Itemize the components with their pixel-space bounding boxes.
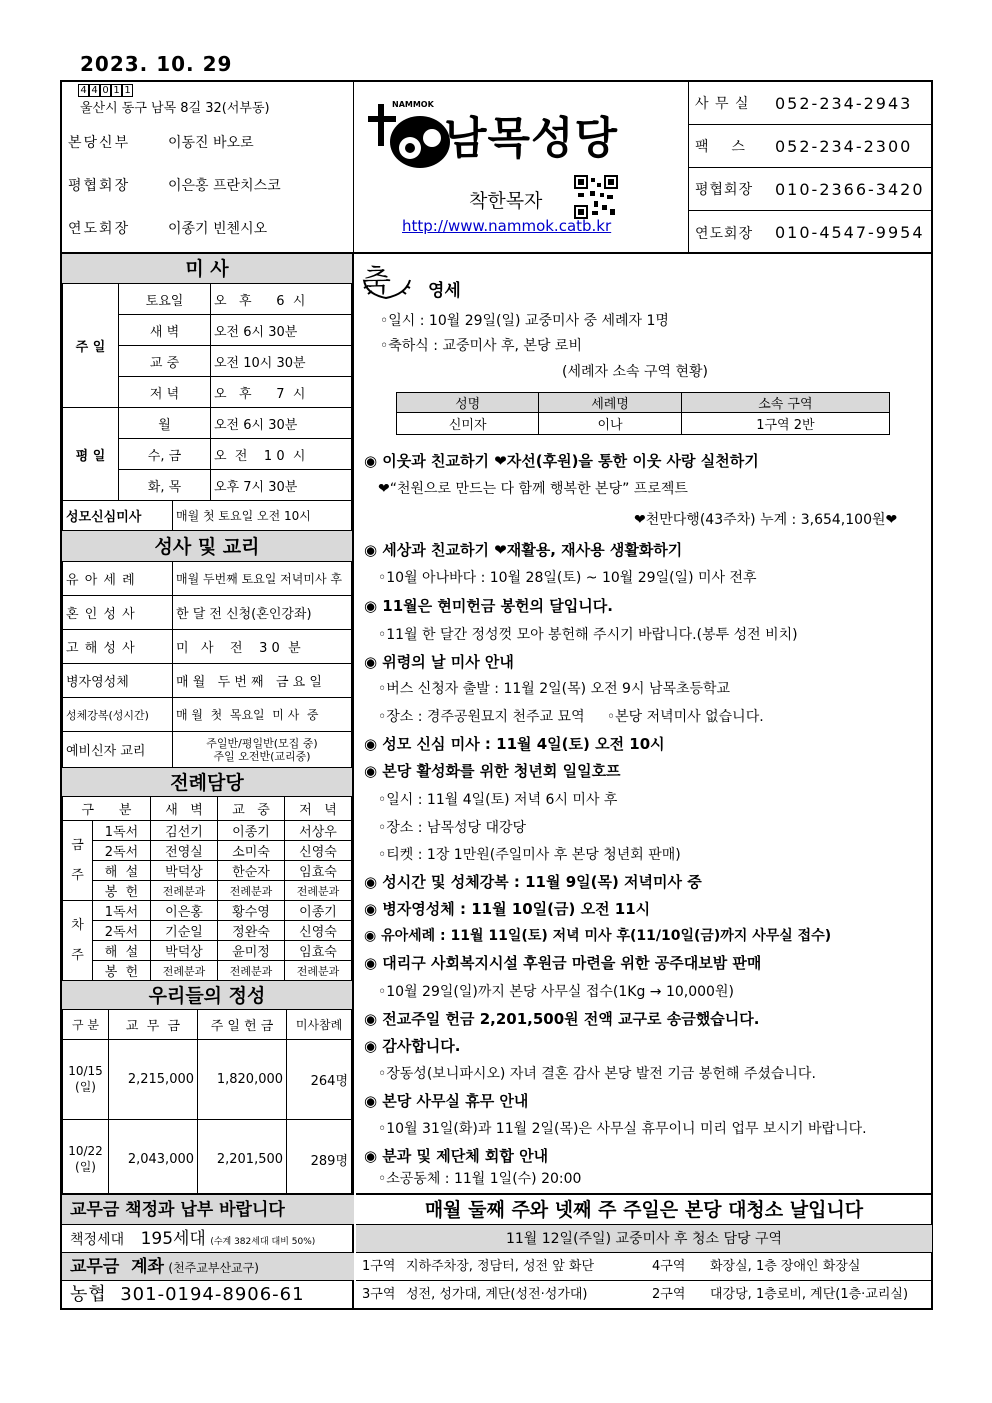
liturgy-person: 황수영 (218, 901, 285, 921)
news-item: ◉ 전교주일 헌금 2,201,500원 전액 교구로 송금했습니다. (364, 1010, 760, 1028)
liturgy-person: 정완숙 (218, 921, 285, 941)
liturgy-person: 전례분과 (151, 961, 218, 981)
pastor-row (68, 120, 353, 163)
contact-label: 연도회장 (695, 225, 754, 242)
news-item: ◦장소 : 경주공원묘지 천주교 묘역 ◦본당 저녁미사 없습니다. (378, 709, 764, 725)
liturgy-person: 전례분과 (151, 881, 218, 901)
liturgy-person: 이종기 (218, 821, 285, 841)
liturgy-role: 해 설 (93, 941, 151, 961)
offering-date: 10/15 (일) (63, 1040, 109, 1120)
postal-code (78, 84, 353, 97)
mass-time: 오후 7시 30분 (211, 470, 352, 501)
sacrament-name: 혼 인 성 사 (63, 596, 173, 630)
contact-number: 010-2366-3420 (775, 179, 925, 199)
district-label: 3구역 (362, 1287, 396, 1302)
sunday-offering: 2,201,500 (198, 1120, 287, 1200)
liturgy-person: 전례분과 (218, 881, 285, 901)
sacrament-schedule: 매 월 첫 목요일 미 사 중 (173, 698, 352, 732)
mass-day: 토요일 (119, 284, 211, 315)
slogan: 착한목자 (469, 190, 543, 212)
contact-row (689, 82, 932, 125)
mass-time: 오전 6시 30분 (211, 315, 352, 346)
liturgy-role: 봉 헌 (93, 881, 151, 901)
liturgy-role: 1독서 (93, 901, 151, 921)
baptism-header: 소속 구역 (681, 393, 889, 413)
sacrament-schedule: 주일반/평일반(모집 중) 주일 오전반(교리중) (173, 732, 352, 768)
baptism-title: 영세 (428, 281, 461, 301)
mass-time: 오전 10시 30분 (211, 346, 352, 377)
sacrament-name: 병자영성체 (63, 664, 173, 698)
liturgy-person: 박덕상 (151, 861, 218, 881)
offering-title: 우리들의 정성 (62, 980, 352, 1010)
mass-time: 오 후 6 시 (211, 284, 352, 315)
liturgy-person: 전례분과 (218, 961, 285, 981)
pastor-label: 본당신부 (68, 134, 131, 151)
liturgy-person: 전영실 (151, 841, 218, 861)
offering-header: 주 일 헌 금 (198, 1010, 287, 1040)
sacraments-title: 성사 및 교리 (62, 530, 352, 562)
liturgy-header: 구 분 (63, 797, 151, 821)
liturgy-header: 교 중 (218, 797, 285, 821)
news-item: ◉ 위령의 날 미사 안내 (364, 653, 514, 671)
news-item: ◦장동성(보니파시오) 자녀 결혼 감사 본당 발전 기금 봉헌해 주셨습니다. (378, 1066, 816, 1082)
liturgy-role: 해 설 (93, 861, 151, 881)
offering-table (62, 1009, 352, 1200)
this-week-label: 금 주 (63, 821, 93, 901)
address: 울산시 동구 남목 8길 32(서부동) (80, 101, 270, 116)
header-logo (354, 82, 690, 252)
offering-header: 교 무 금 (109, 1010, 198, 1040)
church-name: 남목성당 (444, 113, 619, 164)
postal-digit: 4 (78, 84, 89, 97)
requiem-label: 연도회장 (68, 220, 131, 237)
sacrament-name: 유 아 세 례 (63, 562, 173, 596)
liturgy-person: 박덕상 (151, 941, 218, 961)
account-label: 교무금 계좌 (70, 1257, 164, 1277)
contact-number: 052-234-2943 (775, 93, 913, 113)
requiem-name: 이종기 빈첸시오 (168, 220, 268, 237)
liturgy-table (62, 796, 352, 981)
liturgy-person: 기순일 (151, 921, 218, 941)
baptism-table (396, 392, 890, 435)
next-week-label: 차 주 (63, 901, 93, 981)
liturgy-person: 이종기 (285, 901, 352, 921)
sacrament-schedule: 매월 두번째 토요일 저녁미사 후 (173, 562, 352, 596)
mass-day: 수, 금 (119, 439, 211, 470)
contact-label: 팩 스 (695, 139, 746, 155)
contact-number: 052-234-2300 (775, 136, 913, 156)
website-link[interactable]: http://www.nammok.catb.kr (402, 217, 612, 235)
news-item: ◉ 이웃과 친교하기 ❤자선(후원)을 통한 이웃 사랑 실천하기 (364, 452, 759, 470)
contact-row (689, 125, 932, 168)
offering-header: 구 분 (63, 1010, 109, 1040)
news-item: ◉ 분과 및 제단체 회합 안내 (364, 1147, 549, 1165)
baptism-table-caption: (세례자 소속 구역 현황) (562, 364, 708, 380)
households-note: (수계 382세대 대비 50%) (210, 1237, 316, 1247)
header-left (62, 82, 354, 252)
contact-label: 평협회장 (695, 182, 754, 198)
news-item: ◉ 11월은 현미헌금 봉헌의 달입니다. (364, 597, 613, 615)
district-area: 대강당, 1층로비, 계단(1층·교리실) (710, 1287, 909, 1302)
news-item: ◉ 대리구 사회복지시설 후원금 마련을 위한 공주대보밤 판매 (364, 954, 762, 972)
baptism-datetime: ◦일시 : 10월 29일(일) 교중미사 중 세례자 1명 (380, 313, 669, 329)
liturgy-person: 소미숙 (218, 841, 285, 861)
council-name: 이은홍 프란치스코 (168, 177, 281, 194)
cleaning-block (356, 1193, 932, 1308)
liturgy-role: 2독서 (93, 841, 151, 861)
district-area: 지하주차장, 정담터, 성전 앞 화단 (406, 1259, 595, 1274)
council-president-row (68, 163, 353, 206)
sunday-offering: 1,820,000 (198, 1040, 287, 1120)
sacrament-schedule: 매 월 두 번 째 금 요 일 (173, 664, 352, 698)
news-item: ❤“천원으로 만드는 다 함께 행복한 본당” 프로젝트 (378, 481, 688, 497)
mass-day: 교 중 (119, 346, 211, 377)
attendance: 264명 (287, 1040, 352, 1120)
news-column (356, 254, 932, 1194)
district-label: 4구역 (652, 1259, 686, 1274)
liturgy-role: 봉 헌 (93, 961, 151, 981)
sunday-label: 주 일 (63, 284, 119, 408)
news-item: ◉ 본당 사무실 휴무 안내 (364, 1092, 529, 1110)
baptized-district: 1구역 2반 (681, 413, 889, 435)
liturgy-person: 전례분과 (285, 961, 352, 981)
account-header (62, 1253, 354, 1281)
logo-small-text: NAMMOK (392, 100, 434, 109)
district-label: 1구역 (362, 1259, 396, 1274)
devotion-label: 성모신심미사 (63, 501, 173, 531)
tithe-notice: 교무금 책정과 납부 바랍니다 (62, 1195, 354, 1225)
liturgy-person: 한순자 (218, 861, 285, 881)
news-item: ◦일시 : 11월 4일(토) 저녁 6시 미사 후 (378, 792, 618, 808)
mass-day: 새 벽 (119, 315, 211, 346)
offering-header: 미사참례 (287, 1010, 352, 1040)
qr-code-icon (574, 175, 618, 219)
liturgy-person: 신영숙 (285, 841, 352, 861)
liturgy-role: 2독서 (93, 921, 151, 941)
attendance: 289명 (287, 1120, 352, 1200)
contact-number: 010-4547-9954 (775, 223, 925, 242)
liturgy-person: 이은홍 (151, 901, 218, 921)
households-label: 책정세대 (70, 1232, 125, 1248)
contact-row (689, 211, 932, 254)
liturgy-person: 신영숙 (285, 921, 352, 941)
liturgy-person: 임효숙 (285, 861, 352, 881)
sacrament-name: 예비신자 교리 (63, 732, 173, 768)
offering-date: 10/22 (일) (63, 1120, 109, 1200)
mass-day: 저 녁 (119, 377, 211, 408)
account-number: 농협 301-0194-8906-61 (70, 1284, 305, 1305)
sacrament-schedule: 한 달 전 신청(혼인강좌) (173, 596, 352, 630)
celebration-mark: 축 (362, 264, 391, 299)
account-diocese: (천주교부산교구) (168, 1261, 259, 1275)
laurel-icon (360, 278, 414, 300)
news-item: ◉ 성모 신심 미사 : 11월 4일(토) 오전 10시 (364, 735, 665, 753)
cleaning-title: 매월 둘째 주와 넷째 주 주일은 본당 대청소 날입니다 (356, 1195, 932, 1225)
cleaning-row (356, 1281, 932, 1308)
liturgy-person: 김선기 (151, 821, 218, 841)
sacrament-name: 성체강복(성시간) (63, 698, 173, 732)
news-item: ◉ 유아세례 : 11월 11일(토) 저녁 미사 후(11/10일(금)까지 사무실 접수) (364, 928, 832, 944)
weekday-label: 평 일 (63, 408, 119, 501)
district-area: 성전, 성가대, 계단(성전·성가대) (406, 1287, 588, 1302)
news-item: ◉ 본당 활성화를 위한 청년회 일일호프 (364, 762, 621, 780)
news-item: ◦소공동체 : 11월 1일(수) 20:00 (378, 1171, 582, 1187)
news-item: ◦10월 29일(일)까지 본당 사무실 접수(1Kg → 10,000원) (378, 984, 734, 1000)
district-area: 화장실, 1층 장애인 화장실 (710, 1259, 861, 1274)
households-value: 195세대 (140, 1229, 206, 1249)
liturgy-person: 임효숙 (285, 941, 352, 961)
news-item: ◦티켓 : 1장 1만원(주일미사 후 본당 청년회 판매) (378, 847, 681, 863)
news-item: ◉ 감사합니다. (364, 1037, 461, 1055)
baptismal-name: 이나 (539, 413, 681, 435)
baptism-header: 세례명 (539, 393, 681, 413)
mass-day: 화, 목 (119, 470, 211, 501)
liturgy-header: 새 벽 (151, 797, 218, 821)
requiem-president-row (68, 206, 353, 249)
devotion-value: 매월 첫 토요일 오전 10시 (173, 501, 352, 531)
header-contacts (688, 82, 932, 252)
news-item: ◦버스 신청자 출발 : 11월 2일(목) 오전 9시 남목초등학교 (378, 681, 731, 697)
pastor-name: 이동진 바오로 (168, 134, 254, 151)
liturgy-person: 서상우 (285, 821, 352, 841)
liturgy-title: 전례담당 (62, 767, 352, 797)
tithe-block (62, 1193, 354, 1308)
baptism-header: 성명 (397, 393, 539, 413)
postal-digit: 0 (100, 84, 111, 97)
mass-time: 오 후 7 시 (211, 377, 352, 408)
mass-time: 오전 6시 30분 (211, 408, 352, 439)
liturgy-role: 1독서 (93, 821, 151, 841)
council-label: 평협회장 (68, 177, 131, 194)
liturgy-person: 윤미정 (218, 941, 285, 961)
contact-row (689, 168, 932, 211)
tithe-households (62, 1225, 354, 1253)
news-item: ◦장소 : 남목성당 대강당 (378, 820, 527, 836)
postal-digit: 1 (111, 84, 122, 97)
news-item: ◦10월 31일(화)과 11월 2일(목)은 사무실 휴무이니 미리 업무 보시기 바랍니다. (378, 1121, 867, 1137)
mass-day: 월 (119, 408, 211, 439)
left-column (62, 254, 354, 1308)
news-item: ◉ 병자영성체 : 11월 10일(금) 오전 11시 (364, 900, 651, 918)
devotion-table (62, 500, 352, 531)
postal-digit: 1 (122, 84, 133, 97)
cleaning-row (356, 1253, 932, 1281)
sacraments-table (62, 561, 352, 768)
tithe-amount: 2,215,000 (109, 1040, 198, 1120)
mass-table (62, 283, 352, 501)
liturgy-header: 저 녁 (285, 797, 352, 821)
sacrament-schedule: 미 사 전 3 0 분 (173, 630, 352, 664)
mass-time: 오 전 1 0 시 (211, 439, 352, 470)
news-item: ❤천만다행(43주차) 누계 : 3,654,100원❤ (634, 512, 898, 528)
contact-label: 사 무 실 (695, 96, 750, 112)
liturgy-person: 전례분과 (285, 881, 352, 901)
news-item: ◉ 세상과 친교하기 ❤재활용, 재사용 생활화하기 (364, 541, 683, 559)
cleaning-subtitle: 11월 12일(주일) 교중미사 후 청소 담당 구역 (356, 1225, 932, 1253)
news-item: ◦10월 아나바다 : 10월 28일(토) ~ 10월 29일(일) 미사 전후 (378, 570, 757, 586)
sacrament-name: 고 해 성 사 (63, 630, 173, 664)
mass-title: 미 사 (62, 254, 352, 284)
news-item: ◉ 성시간 및 성체강복 : 11월 9일(목) 저녁미사 중 (364, 873, 702, 891)
postal-digit: 4 (89, 84, 100, 97)
baptized-name: 신미자 (397, 413, 539, 435)
baptism-celebration: ◦축하식 : 교중미사 후, 본당 로비 (380, 338, 582, 354)
district-label: 2구역 (652, 1287, 686, 1302)
bulletin-date: 2023. 10. 29 (80, 52, 233, 76)
news-item: ◦11월 한 달간 정성껏 모아 봉헌해 주시기 바랍니다.(봉투 성전 비치) (378, 627, 798, 643)
tithe-amount: 2,043,000 (109, 1120, 198, 1200)
